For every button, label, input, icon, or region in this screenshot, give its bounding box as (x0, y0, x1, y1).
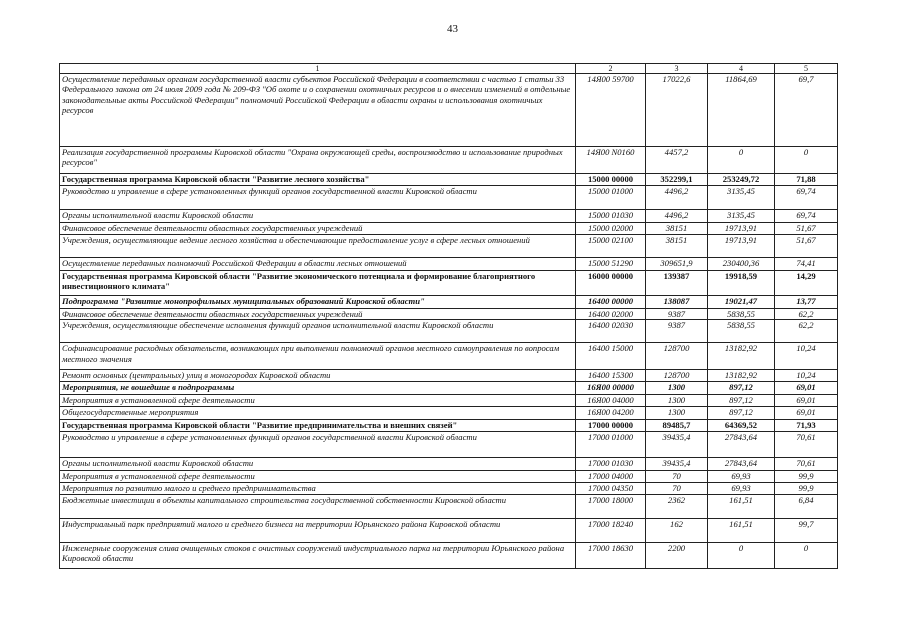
row-value-percent: 69,01 (775, 381, 838, 394)
row-code: 16Я00 00000 (576, 381, 646, 394)
row-value-percent: 6,84 (775, 494, 838, 518)
row-value-percent: 10,24 (775, 343, 838, 370)
row-value-planned: 38151 (646, 223, 708, 235)
row-code: 15000 51290 (576, 258, 646, 271)
row-value-percent: 70,61 (775, 457, 838, 470)
page-number: 43 (447, 23, 458, 35)
table-row (60, 186, 838, 210)
row-description: Государственная программа Кировской области "Развитие экономического потенциала и формирование благоприятного инвестиционного климата" (60, 271, 576, 296)
row-value-planned: 162 (646, 518, 708, 542)
row-value-executed: 19021,47 (708, 296, 775, 309)
row-value-percent: 69,7 (775, 74, 838, 147)
row-value-executed: 3135,45 (708, 186, 775, 210)
row-value-percent: 71,93 (775, 419, 838, 431)
row-value-executed: 13182,92 (708, 343, 775, 370)
row-value-planned: 39435,4 (646, 431, 708, 457)
header-col-3: 3 (646, 64, 708, 74)
row-value-percent: 51,67 (775, 235, 838, 258)
row-value-executed: 69,93 (708, 470, 775, 482)
row-value-planned: 309651,9 (646, 258, 708, 271)
row-value-percent: 10,24 (775, 370, 838, 381)
row-value-executed: 27843,64 (708, 431, 775, 457)
row-value-planned: 38151 (646, 235, 708, 258)
row-value-executed: 0 (708, 542, 775, 568)
row-value-percent: 70,61 (775, 431, 838, 457)
row-description: Общегосударственные мероприятия (60, 406, 576, 419)
row-value-executed: 897,12 (708, 394, 775, 406)
table-row (60, 320, 838, 343)
row-value-executed: 19713,91 (708, 223, 775, 235)
table-row (60, 343, 838, 370)
row-value-planned: 1300 (646, 381, 708, 394)
header-col-2: 2 (576, 64, 646, 74)
row-value-percent: 99,9 (775, 482, 838, 494)
row-value-executed: 897,12 (708, 381, 775, 394)
row-description: Руководство и управление в сфере установленных функций органов государственной власти Кировской области (60, 431, 576, 457)
row-code: 16400 00000 (576, 296, 646, 309)
row-value-executed: 5838,55 (708, 320, 775, 343)
row-code: 16Я00 04000 (576, 394, 646, 406)
header-col-5: 5 (775, 64, 838, 74)
row-value-planned: 4496,2 (646, 186, 708, 210)
row-value-percent: 14,29 (775, 271, 838, 296)
row-description: Мероприятия по развитию малого и среднего предпринимательства (60, 482, 576, 494)
row-value-planned: 70 (646, 470, 708, 482)
row-code: 17000 04000 (576, 470, 646, 482)
row-value-percent: 74,41 (775, 258, 838, 271)
row-value-percent: 71,88 (775, 174, 838, 186)
row-code: 15000 01000 (576, 186, 646, 210)
row-description: Мероприятия, не вошедшие в подпрограммы (60, 381, 576, 394)
table-row (60, 271, 838, 296)
row-description: Учреждения, осуществляющие ведение лесного хозяйства и обеспечивающие предоставление услуг в сфере лесных отношений (60, 235, 576, 258)
row-description: Учреждения, осуществляющие обеспечение исполнения функций органов исполнительной власти Кировской области (60, 320, 576, 343)
row-value-percent: 99,7 (775, 518, 838, 542)
row-value-planned: 9387 (646, 309, 708, 320)
row-value-planned: 1300 (646, 406, 708, 419)
row-code: 14Я00 59700 (576, 74, 646, 147)
row-value-planned: 128700 (646, 370, 708, 381)
row-value-executed: 161,51 (708, 518, 775, 542)
row-value-planned: 2200 (646, 542, 708, 568)
table-row (60, 518, 838, 542)
row-description: Осуществление переданных полномочий Российской Федерации в области лесных отношений (60, 258, 576, 271)
row-value-planned: 2362 (646, 494, 708, 518)
row-value-percent: 13,77 (775, 296, 838, 309)
row-code: 16400 15000 (576, 343, 646, 370)
table-row (60, 470, 838, 482)
row-description: Бюджетные инвестиции в объекты капитального строительства государственной собственности Кировской области (60, 494, 576, 518)
table-row (60, 457, 838, 470)
row-value-planned: 17022,6 (646, 74, 708, 147)
row-description: Реализация государственной программы Кировской области "Охрана окружающей среды, воспроизводство и использование природных ресурсов" (60, 147, 576, 174)
row-value-executed: 161,51 (708, 494, 775, 518)
row-code: 16400 02000 (576, 309, 646, 320)
row-value-planned: 39435,4 (646, 457, 708, 470)
row-value-percent: 62,2 (775, 309, 838, 320)
row-description: Подпрограмма "Развитие монопрофильных муниципальных образований Кировской области" (60, 296, 576, 309)
row-value-planned: 89485,7 (646, 419, 708, 431)
row-code: 16400 15300 (576, 370, 646, 381)
row-code: 17000 04350 (576, 482, 646, 494)
header-row (60, 64, 838, 74)
table-row (60, 419, 838, 431)
row-code: 16400 02030 (576, 320, 646, 343)
row-code: 17000 18000 (576, 494, 646, 518)
row-code: 17000 18240 (576, 518, 646, 542)
header-col-1: 1 (60, 64, 576, 74)
row-value-planned: 352299,1 (646, 174, 708, 186)
row-value-executed: 27843,64 (708, 457, 775, 470)
table-row (60, 147, 838, 174)
row-value-planned: 139387 (646, 271, 708, 296)
row-value-executed: 69,93 (708, 482, 775, 494)
row-description: Осуществление переданных органам государственной власти субъектов Российской Федерации в соответствии с частью 1 статьи 33 Федерального закона от 24 июля 2009 года № 209-ФЗ "Об охоте и о сохранении охотничьих ресурсов и о внесении изменений в отдельные законодательные акты Российской Федерации" полномочий Российской Федерации в области охраны и использования охотничьих ресурсов (60, 74, 576, 147)
row-value-percent: 0 (775, 542, 838, 568)
table-row (60, 381, 838, 394)
table-row (60, 210, 838, 223)
table-row (60, 394, 838, 406)
row-value-executed: 13182,92 (708, 370, 775, 381)
row-code: 16Я00 04200 (576, 406, 646, 419)
row-value-planned: 4457,2 (646, 147, 708, 174)
row-value-executed: 253249,72 (708, 174, 775, 186)
row-value-planned: 138087 (646, 296, 708, 309)
row-value-planned: 1300 (646, 394, 708, 406)
row-code: 14Я00 N0160 (576, 147, 646, 174)
table-row (60, 542, 838, 568)
row-value-percent: 0 (775, 147, 838, 174)
table-row (60, 494, 838, 518)
row-value-percent: 62,2 (775, 320, 838, 343)
row-value-percent: 69,74 (775, 186, 838, 210)
row-value-planned: 70 (646, 482, 708, 494)
row-value-executed: 64369,52 (708, 419, 775, 431)
budget-table (59, 63, 838, 569)
table-row (60, 370, 838, 381)
row-value-executed: 19713,91 (708, 235, 775, 258)
header-col-4: 4 (708, 64, 775, 74)
row-value-percent: 51,67 (775, 223, 838, 235)
row-code: 17000 01030 (576, 457, 646, 470)
row-code: 15000 02000 (576, 223, 646, 235)
row-value-executed: 5838,55 (708, 309, 775, 320)
row-description: Индустриальный парк предприятий малого и среднего бизнеса на территории Юрьянского района Кировской области (60, 518, 576, 542)
row-description: Мероприятия в установленной сфере деятельности (60, 470, 576, 482)
table-row (60, 309, 838, 320)
table-row (60, 235, 838, 258)
table-row (60, 482, 838, 494)
row-description: Органы исполнительной власти Кировской области (60, 457, 576, 470)
row-description: Финансовое обеспечение деятельности областных государственных учреждений (60, 309, 576, 320)
table-row (60, 74, 838, 147)
row-code: 16000 00000 (576, 271, 646, 296)
row-value-executed: 11864,69 (708, 74, 775, 147)
table-row (60, 431, 838, 457)
row-description: Мероприятия в установленной сфере деятельности (60, 394, 576, 406)
row-value-executed: 3135,45 (708, 210, 775, 223)
row-value-executed: 230400,36 (708, 258, 775, 271)
row-description: Софинансирование расходных обязательств, возникающих при выполнении полномочий органов местного самоуправления по вопросам местного значения (60, 343, 576, 370)
row-description: Государственная программа Кировской области "Развитие лесного хозяйства" (60, 174, 576, 186)
row-code: 15000 02100 (576, 235, 646, 258)
row-value-percent: 99,9 (775, 470, 838, 482)
row-code: 15000 00000 (576, 174, 646, 186)
row-description: Ремонт основных (центральных) улиц в моногородах Кировской области (60, 370, 576, 381)
row-code: 17000 01000 (576, 431, 646, 457)
row-value-percent: 69,01 (775, 406, 838, 419)
row-value-planned: 128700 (646, 343, 708, 370)
table-row (60, 174, 838, 186)
row-value-planned: 4496,2 (646, 210, 708, 223)
table-row (60, 406, 838, 419)
row-value-planned: 9387 (646, 320, 708, 343)
row-code: 17000 18630 (576, 542, 646, 568)
row-description: Органы исполнительной власти Кировской области (60, 210, 576, 223)
row-value-percent: 69,01 (775, 394, 838, 406)
row-value-executed: 0 (708, 147, 775, 174)
row-code: 17000 00000 (576, 419, 646, 431)
row-description: Инженерные сооружения слива очищенных стоков с очистных сооружений индустриального парка на территории Юрьянского района Кировской области (60, 542, 576, 568)
row-value-executed: 897,12 (708, 406, 775, 419)
row-description: Финансовое обеспечение деятельности областных государственных учреждений (60, 223, 576, 235)
row-code: 15000 01030 (576, 210, 646, 223)
row-description: Руководство и управление в сфере установленных функций органов государственной власти Кировской области (60, 186, 576, 210)
row-value-executed: 19918,59 (708, 271, 775, 296)
row-description: Государственная программа Кировской области "Развитие предпринимательства и внешних связей" (60, 419, 576, 431)
row-value-percent: 69,74 (775, 210, 838, 223)
table-row (60, 296, 838, 309)
table-row (60, 223, 838, 235)
table-row (60, 258, 838, 271)
